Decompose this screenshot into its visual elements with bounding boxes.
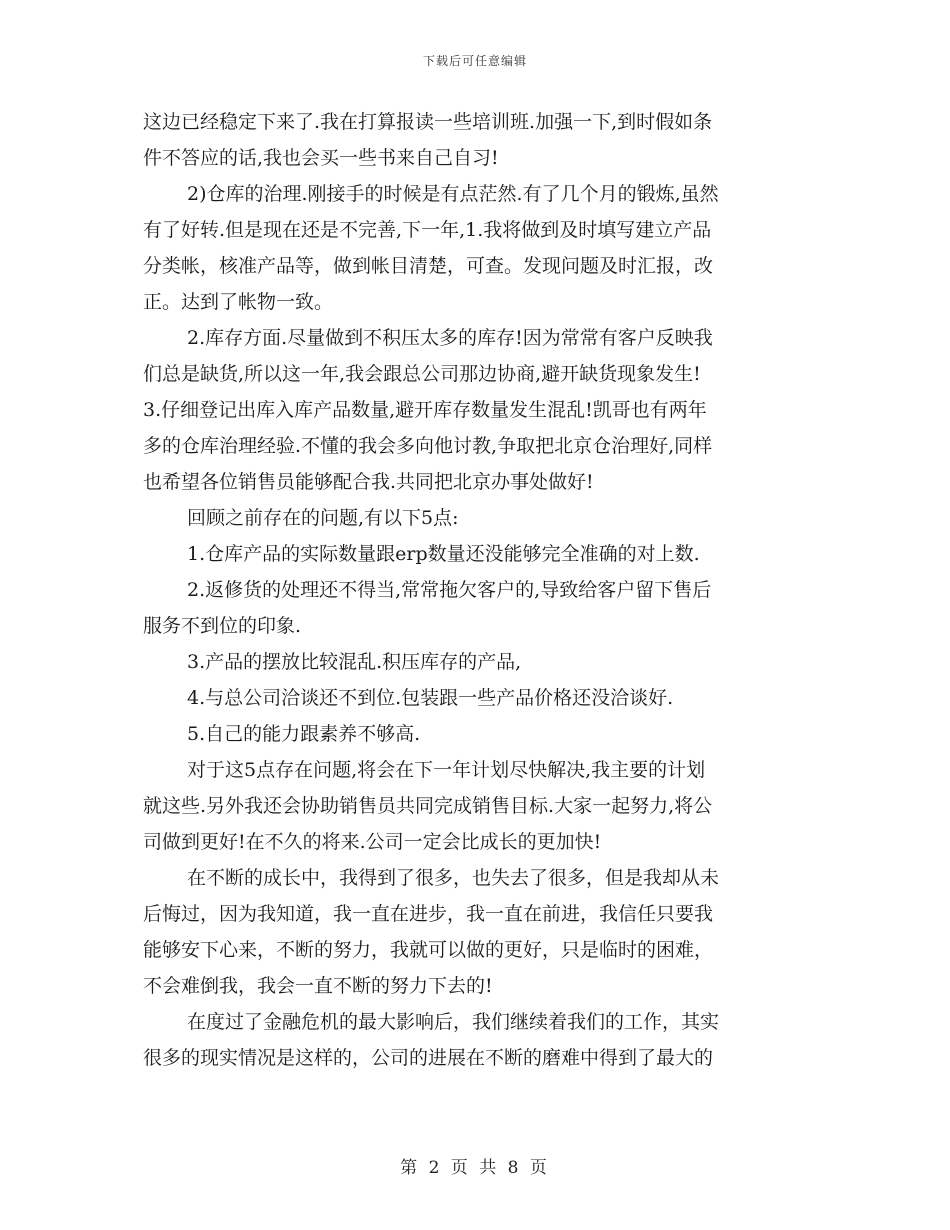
text-line: 们总是缺货,所以这一年,我会跟总公司那边协商,避开缺货现象发生! bbox=[143, 363, 701, 385]
document-body bbox=[143, 104, 809, 1076]
text-line: 司做到更好!在不久的将来.公司一定会比成长的更加快! bbox=[143, 831, 602, 853]
text-line: 能够安下心来，不断的努力，我就可以做的更好，只是临时的困难， bbox=[143, 939, 714, 961]
text-line: 2.返修货的处理还不得当,常常拖欠客户的,导致给客户留下售后 bbox=[187, 579, 712, 601]
text-line: 服务不到位的印象. bbox=[143, 615, 302, 637]
text-line: 就这些.另外我还会协助销售员共同完成销售目标.大家一起努力,将公 bbox=[143, 795, 713, 817]
text-line: 件不答应的话,我也会买一些书来自己自习! bbox=[143, 147, 499, 169]
text-line: 分类帐，核准产品等，做到帐目清楚，可查。发现问题及时汇报，改 bbox=[143, 255, 714, 277]
text-line: 1.仓库产品的实际数量跟erp数量还没能够完全准确的对上数. bbox=[187, 543, 700, 565]
text-line: 有了好转.但是现在还是不完善,下一年,1.我将做到及时填写建立产品 bbox=[143, 219, 712, 241]
text-line: 2)仓库的治理.刚接手的时候是有点茫然.有了几个月的锻炼,虽然 bbox=[187, 183, 719, 205]
text-line: 后悔过，因为我知道，我一直在进步，我一直在前进，我信任只要我 bbox=[143, 903, 714, 925]
text-line: 对于这5点存在问题,将会在下一年计划尽快解决,我主要的计划 bbox=[187, 759, 706, 781]
text-line: 很多的现实情况是这样的，公司的进展在不断的磨难中得到了最大的 bbox=[143, 1047, 714, 1069]
text-line: 5.自己的能力跟素养不够高. bbox=[187, 723, 421, 745]
text-line: 在度过了金融危机的最大影响后，我们继续着我们的工作，其实 bbox=[187, 1011, 720, 1033]
text-line: 这边已经稳定下来了.我在打算报读一些培训班.加强一下,到时假如条 bbox=[143, 111, 713, 133]
text-line: 在不断的成长中，我得到了很多，也失去了很多，但是我却从未 bbox=[187, 867, 720, 889]
text-line: 回顾之前存在的问题,有以下5点: bbox=[187, 507, 459, 529]
text-line: 多的仓库治理经验.不懂的我会多向他讨教,争取把北京仓治理好,同样 bbox=[143, 435, 713, 457]
text-line: 也希望各位销售员能够配合我.共同把北京办事处做好! bbox=[143, 471, 594, 493]
text-line: 2.库存方面.尽量做到不积压太多的库存!因为常常有客户反映我 bbox=[187, 327, 713, 349]
text-line: 正。达到了帐物一致。 bbox=[143, 291, 334, 313]
text-line: 3.产品的摆放比较混乱.积压库存的产品, bbox=[187, 651, 522, 673]
text-line: 3.仔细登记出库入库产品数量,避开库存数量发生混乱!凯哥也有两年 bbox=[143, 399, 707, 421]
page-header: 下载后可任意编辑 bbox=[422, 54, 527, 68]
text-line: 4.与总公司洽谈还不到位.包装跟一些产品价格还没洽谈好. bbox=[187, 687, 674, 709]
text-line: 不会难倒我，我会一直不断的努力下去的! bbox=[143, 975, 493, 997]
page-footer: 第 2 页 共 8 页 bbox=[400, 1158, 550, 1178]
